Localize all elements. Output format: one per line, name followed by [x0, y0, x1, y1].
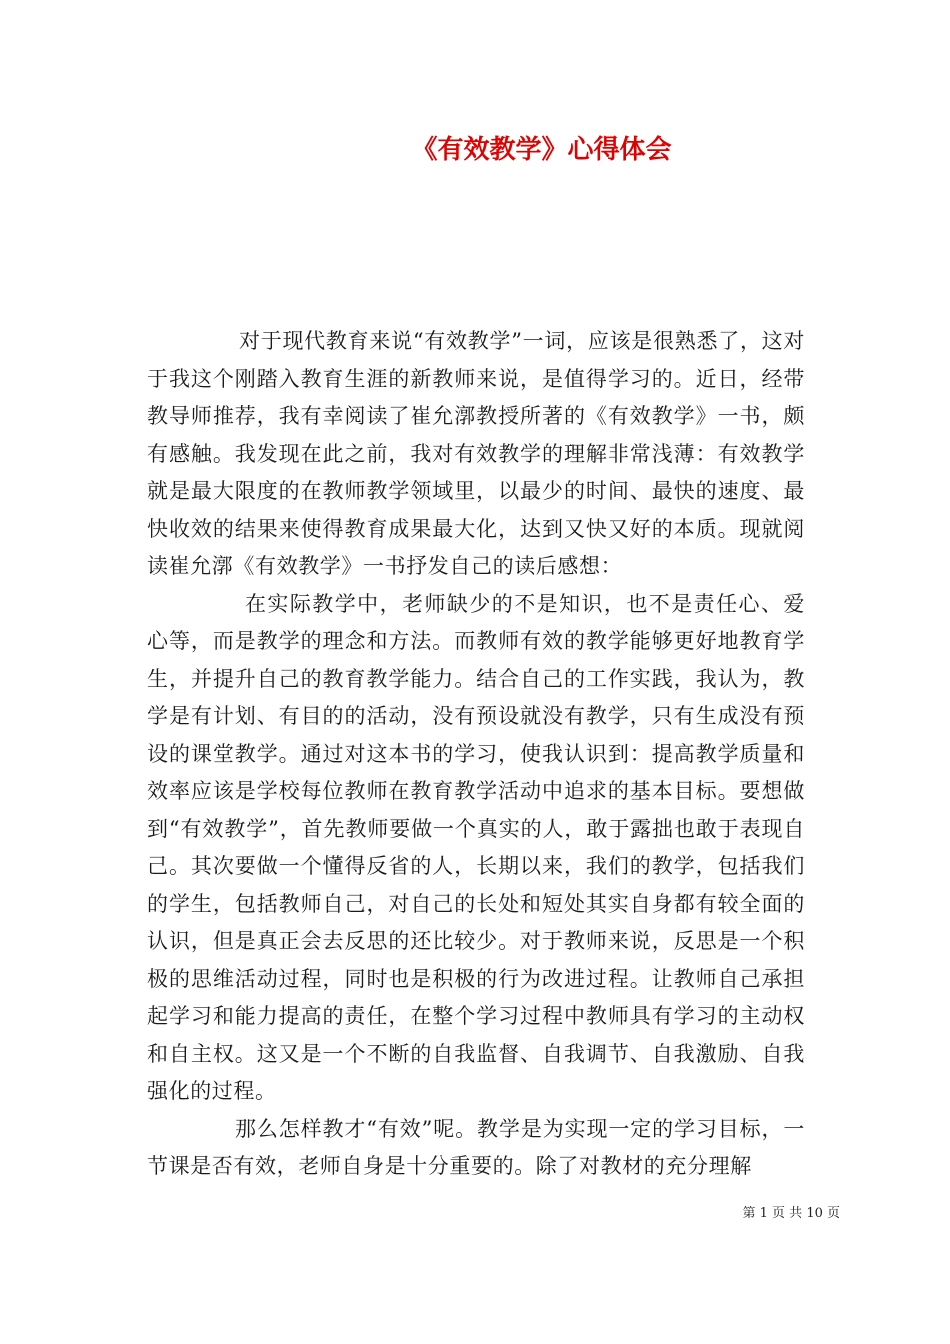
page-number: 第 1 页 共 10 页 — [742, 1206, 840, 1221]
paragraph-2: 在实际教学中，老师缺少的不是知识，也不是责任心、爱心等，而是教学的理念和方法。而教师有效的教学能够更好地教育学生，并提升自己的教育教学能力。结合自己的工作实践，我认为，教学是有计划、有目的的活动，没有预设就没有教学，只有生成没有预设的课堂教学。通过对这本书的学习，使我认识到：提高教学质量和效率应该是学校每位教师在教育教学活动中追求的基本目标。要想做到“有效教学”，首先教师要做一个真实的人，敢于露拙也敢于表现自己。其次要做一个懂得反省的人，长期以来，我们的教学，包括我们的学生，包括教师自己，对自己的长处和短处其实自身都有较全面的认识，但是真正会去反思的还比较少。对于教师来说，反思是一个积极的思维活动过程，同时也是积极的行为改进过程。让教师自己承担起学习和能力提高的责任，在整个学习过程中教师具有学习的主动权和自主权。这又是一个不断的自我监督、自我调节、自我激励、自我强化的过程。 — [147, 591, 805, 1103]
document-body — [147, 323, 805, 1186]
paragraph-3: 那么怎样教才“有效”呢。教学是为实现一定的学习目标，一节课是否有效，老师自身是十分重要的。除了对教材的充分理解 — [147, 1116, 805, 1178]
document-title: 《有效教学》心得体会 — [411, 135, 672, 165]
paragraph-1: 对于现代教育来说“有效教学”一词，应该是很熟悉了，这对于我这个刚踏入教育生涯的新教师来说，是值得学习的。近日，经带教导师推荐，我有幸阅读了崔允漷教授所著的《有效教学》一书，颇有感触。我发现在此之前，我对有效教学的理解非常浅薄：有效教学就是最大限度的在教师教学领域里，以最少的时间、最快的速度、最快收效的结果来使得教育成果最大化，达到又快又好的本质。现就阅读崔允漷《有效教学》一书抒发自己的读后感想： — [147, 329, 805, 578]
